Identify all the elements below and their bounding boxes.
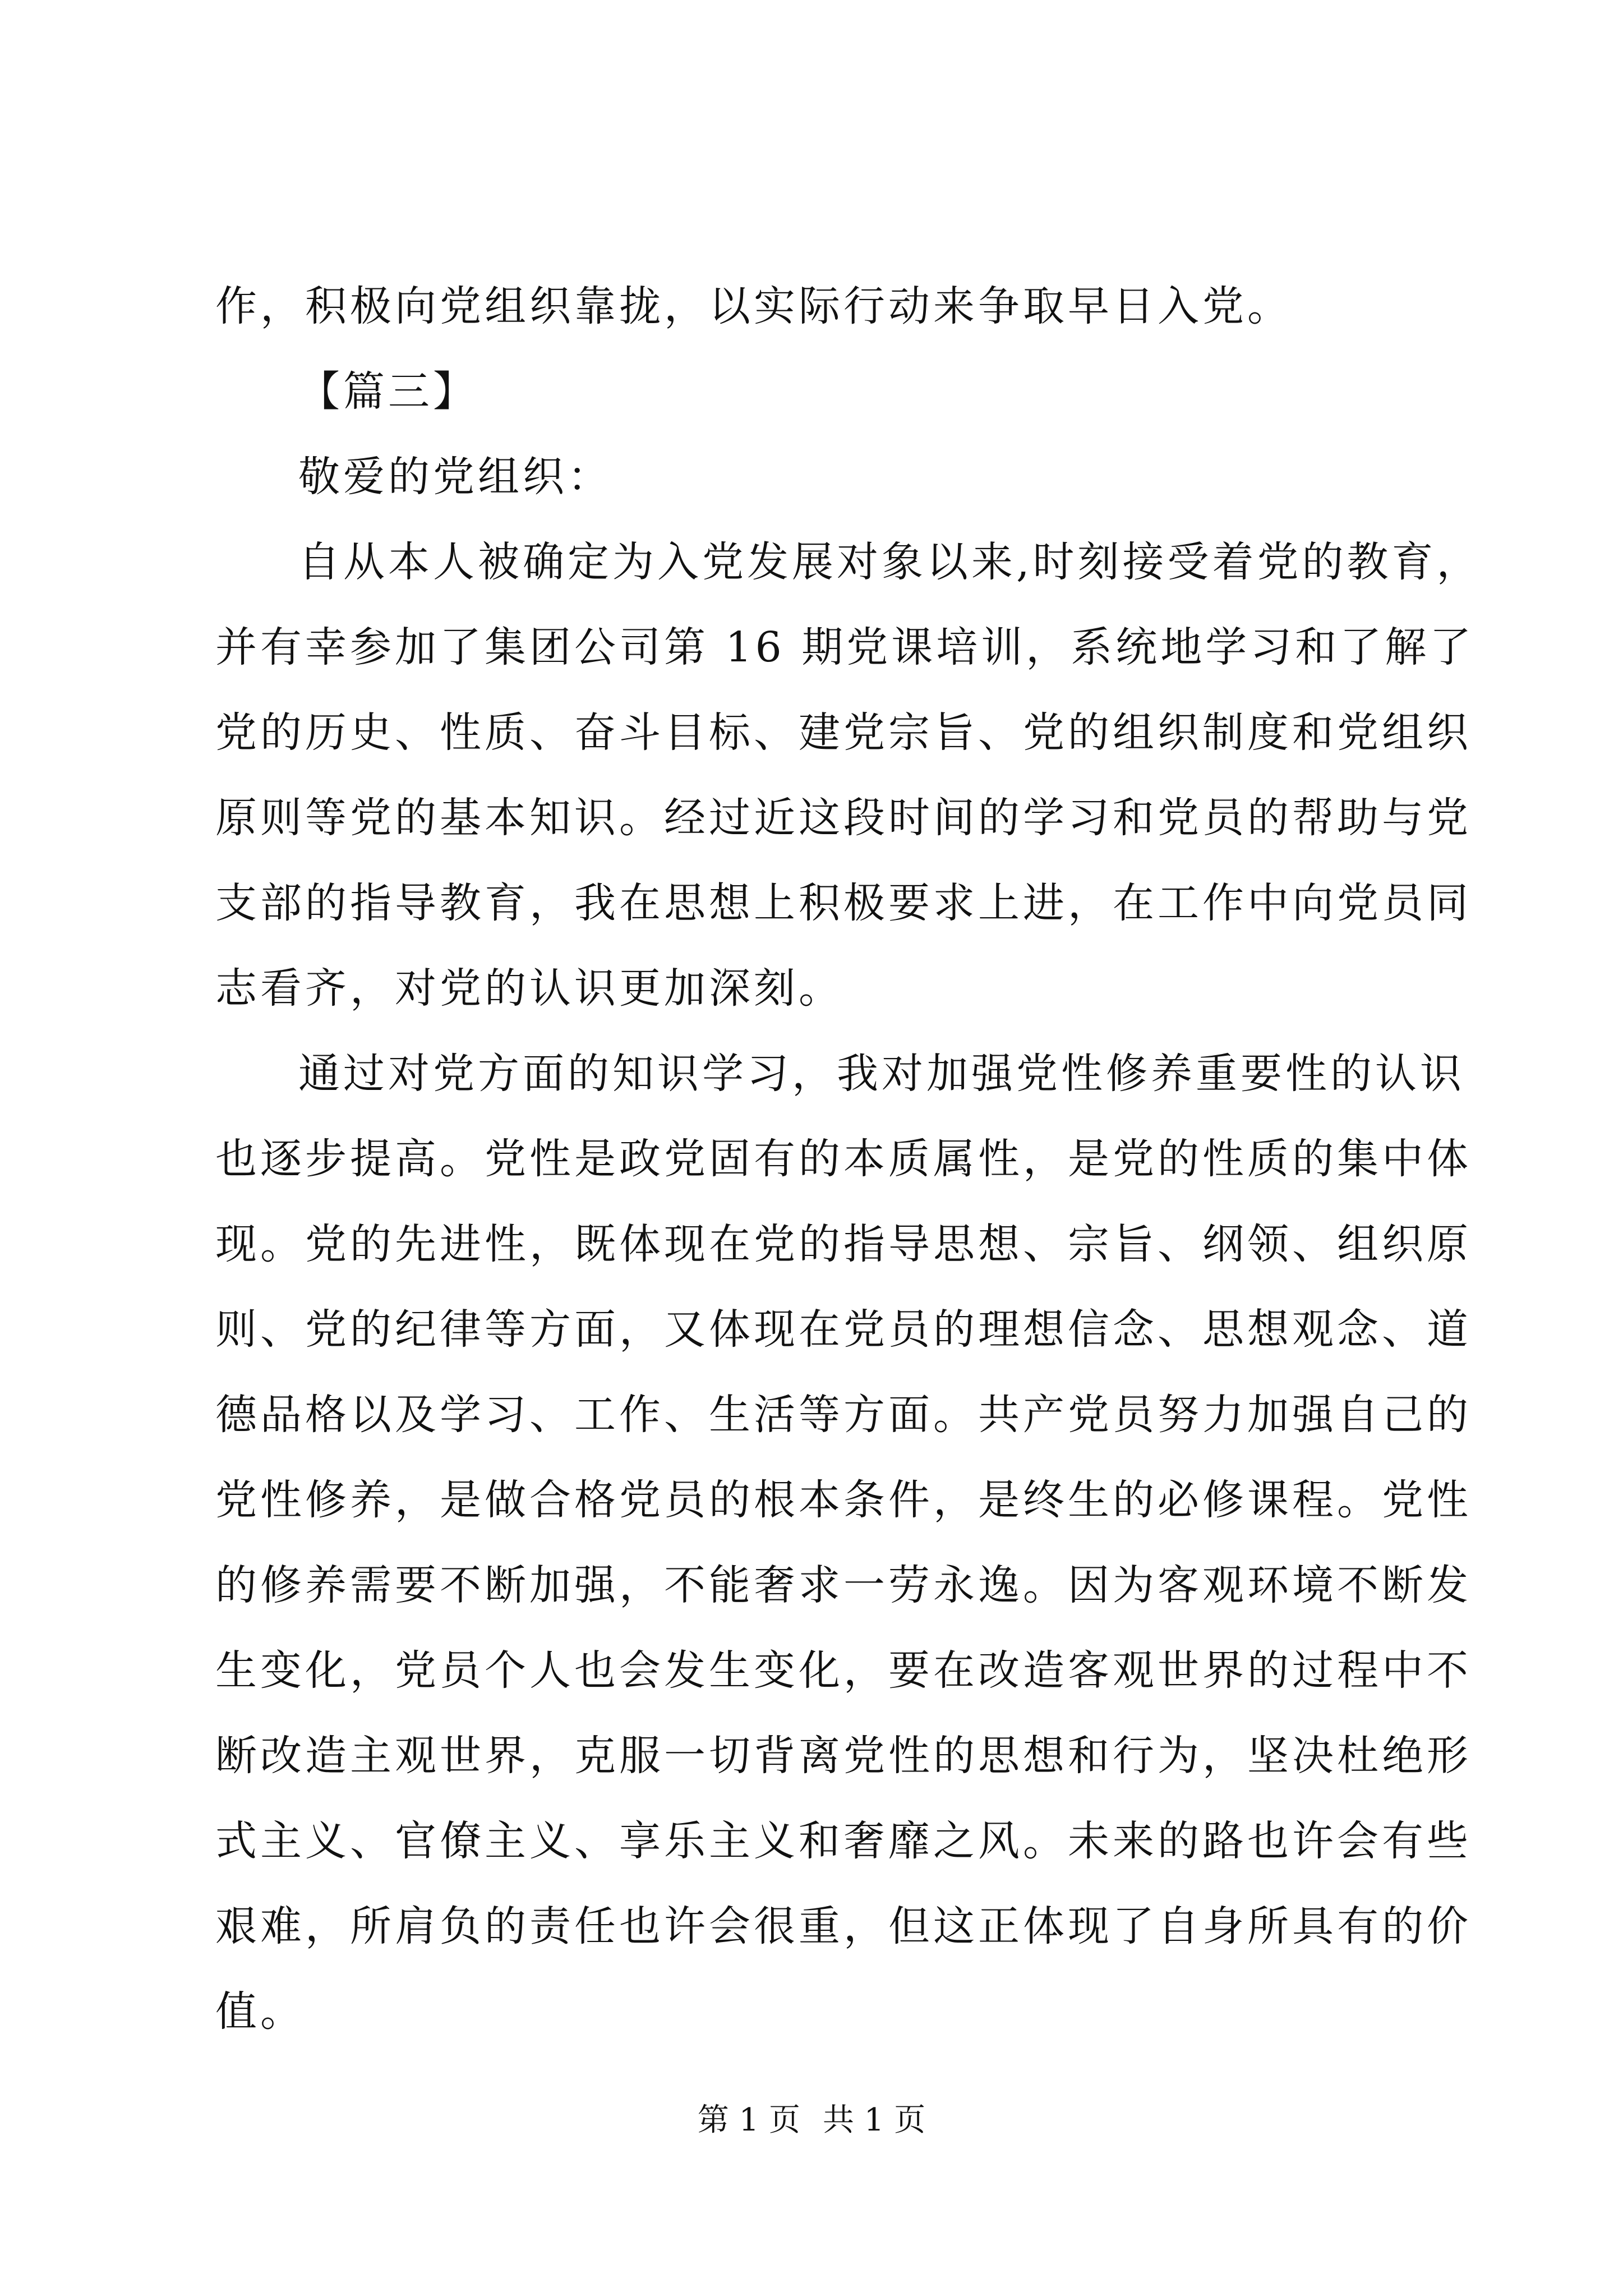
paragraph-line: 党的历史、性质、奋斗目标、建党宗旨、党的组织制度和党组织 — [215, 708, 1472, 757]
paragraph-line: 并有幸参加了集团公司第 16 期党课培训，系统地学习和了解了 — [215, 623, 1475, 671]
paragraph-line: 值。 — [215, 1987, 305, 2036]
paragraph-line: 通过对党方面的知识学习，我对加强党性修养重要性的认识 — [298, 1050, 1465, 1098]
section-heading: 【篇三】 — [298, 367, 478, 416]
paragraph-line: 艰难，所肩负的责任也许会很重，但这正体现了自身所具有的价 — [215, 1902, 1472, 1950]
paragraph-line: 则、党的纪律等方面，又体现在党员的理想信念、思想观念、道 — [215, 1305, 1472, 1354]
paragraph-line: 自从本人被确定为入党发展对象以来,时刻接受着党的教育， — [298, 538, 1482, 586]
paragraph-line: 原则等党的基本知识。经过近这段时间的学习和党员的帮助与党 — [215, 794, 1472, 842]
salutation: 敬爱的党组织： — [298, 453, 612, 501]
document-body — [215, 264, 1482, 2054]
paragraph-line: 志看齐，对党的认识更加深刻。 — [215, 964, 843, 1013]
paragraph-line: 断改造主观世界，克服一切背离党性的思想和行为，坚决杜绝形 — [215, 1732, 1472, 1780]
paragraph-line: 的修养需要不断加强，不能奢求一劳永逸。因为客观环境不断发 — [215, 1561, 1472, 1609]
paragraph-line: 支部的指导教育，我在思想上积极要求上进，在工作中向党员同 — [215, 879, 1472, 927]
paragraph-line: 党性修养，是做合格党员的根本条件，是终生的必修课程。党性 — [215, 1476, 1472, 1524]
paragraph-line: 现。党的先进性，既体现在党的指导思想、宗旨、纲领、组织原 — [215, 1220, 1472, 1268]
paragraph-line: 也逐步提高。党性是政党固有的本质属性，是党的性质的集中体 — [215, 1135, 1472, 1183]
paragraph-continuation-line: 作，积极向党组织靠拢，以实际行动来争取早日入党。 — [215, 282, 1292, 330]
paragraph-line: 德品格以及学习、工作、生活等方面。共产党员努力加强自己的 — [215, 1391, 1472, 1439]
page-footer — [0, 2098, 1623, 2143]
paragraph-line: 式主义、官僚主义、享乐主义和奢靡之风。未来的路也许会有些 — [215, 1817, 1472, 1865]
paragraph-line: 生变化，党员个人也会发生变化，要在改造客观世界的过程中不 — [215, 1646, 1472, 1695]
page-total: 共 1 页 — [823, 2102, 926, 2138]
page-number: 第 1 页 — [697, 2102, 800, 2138]
